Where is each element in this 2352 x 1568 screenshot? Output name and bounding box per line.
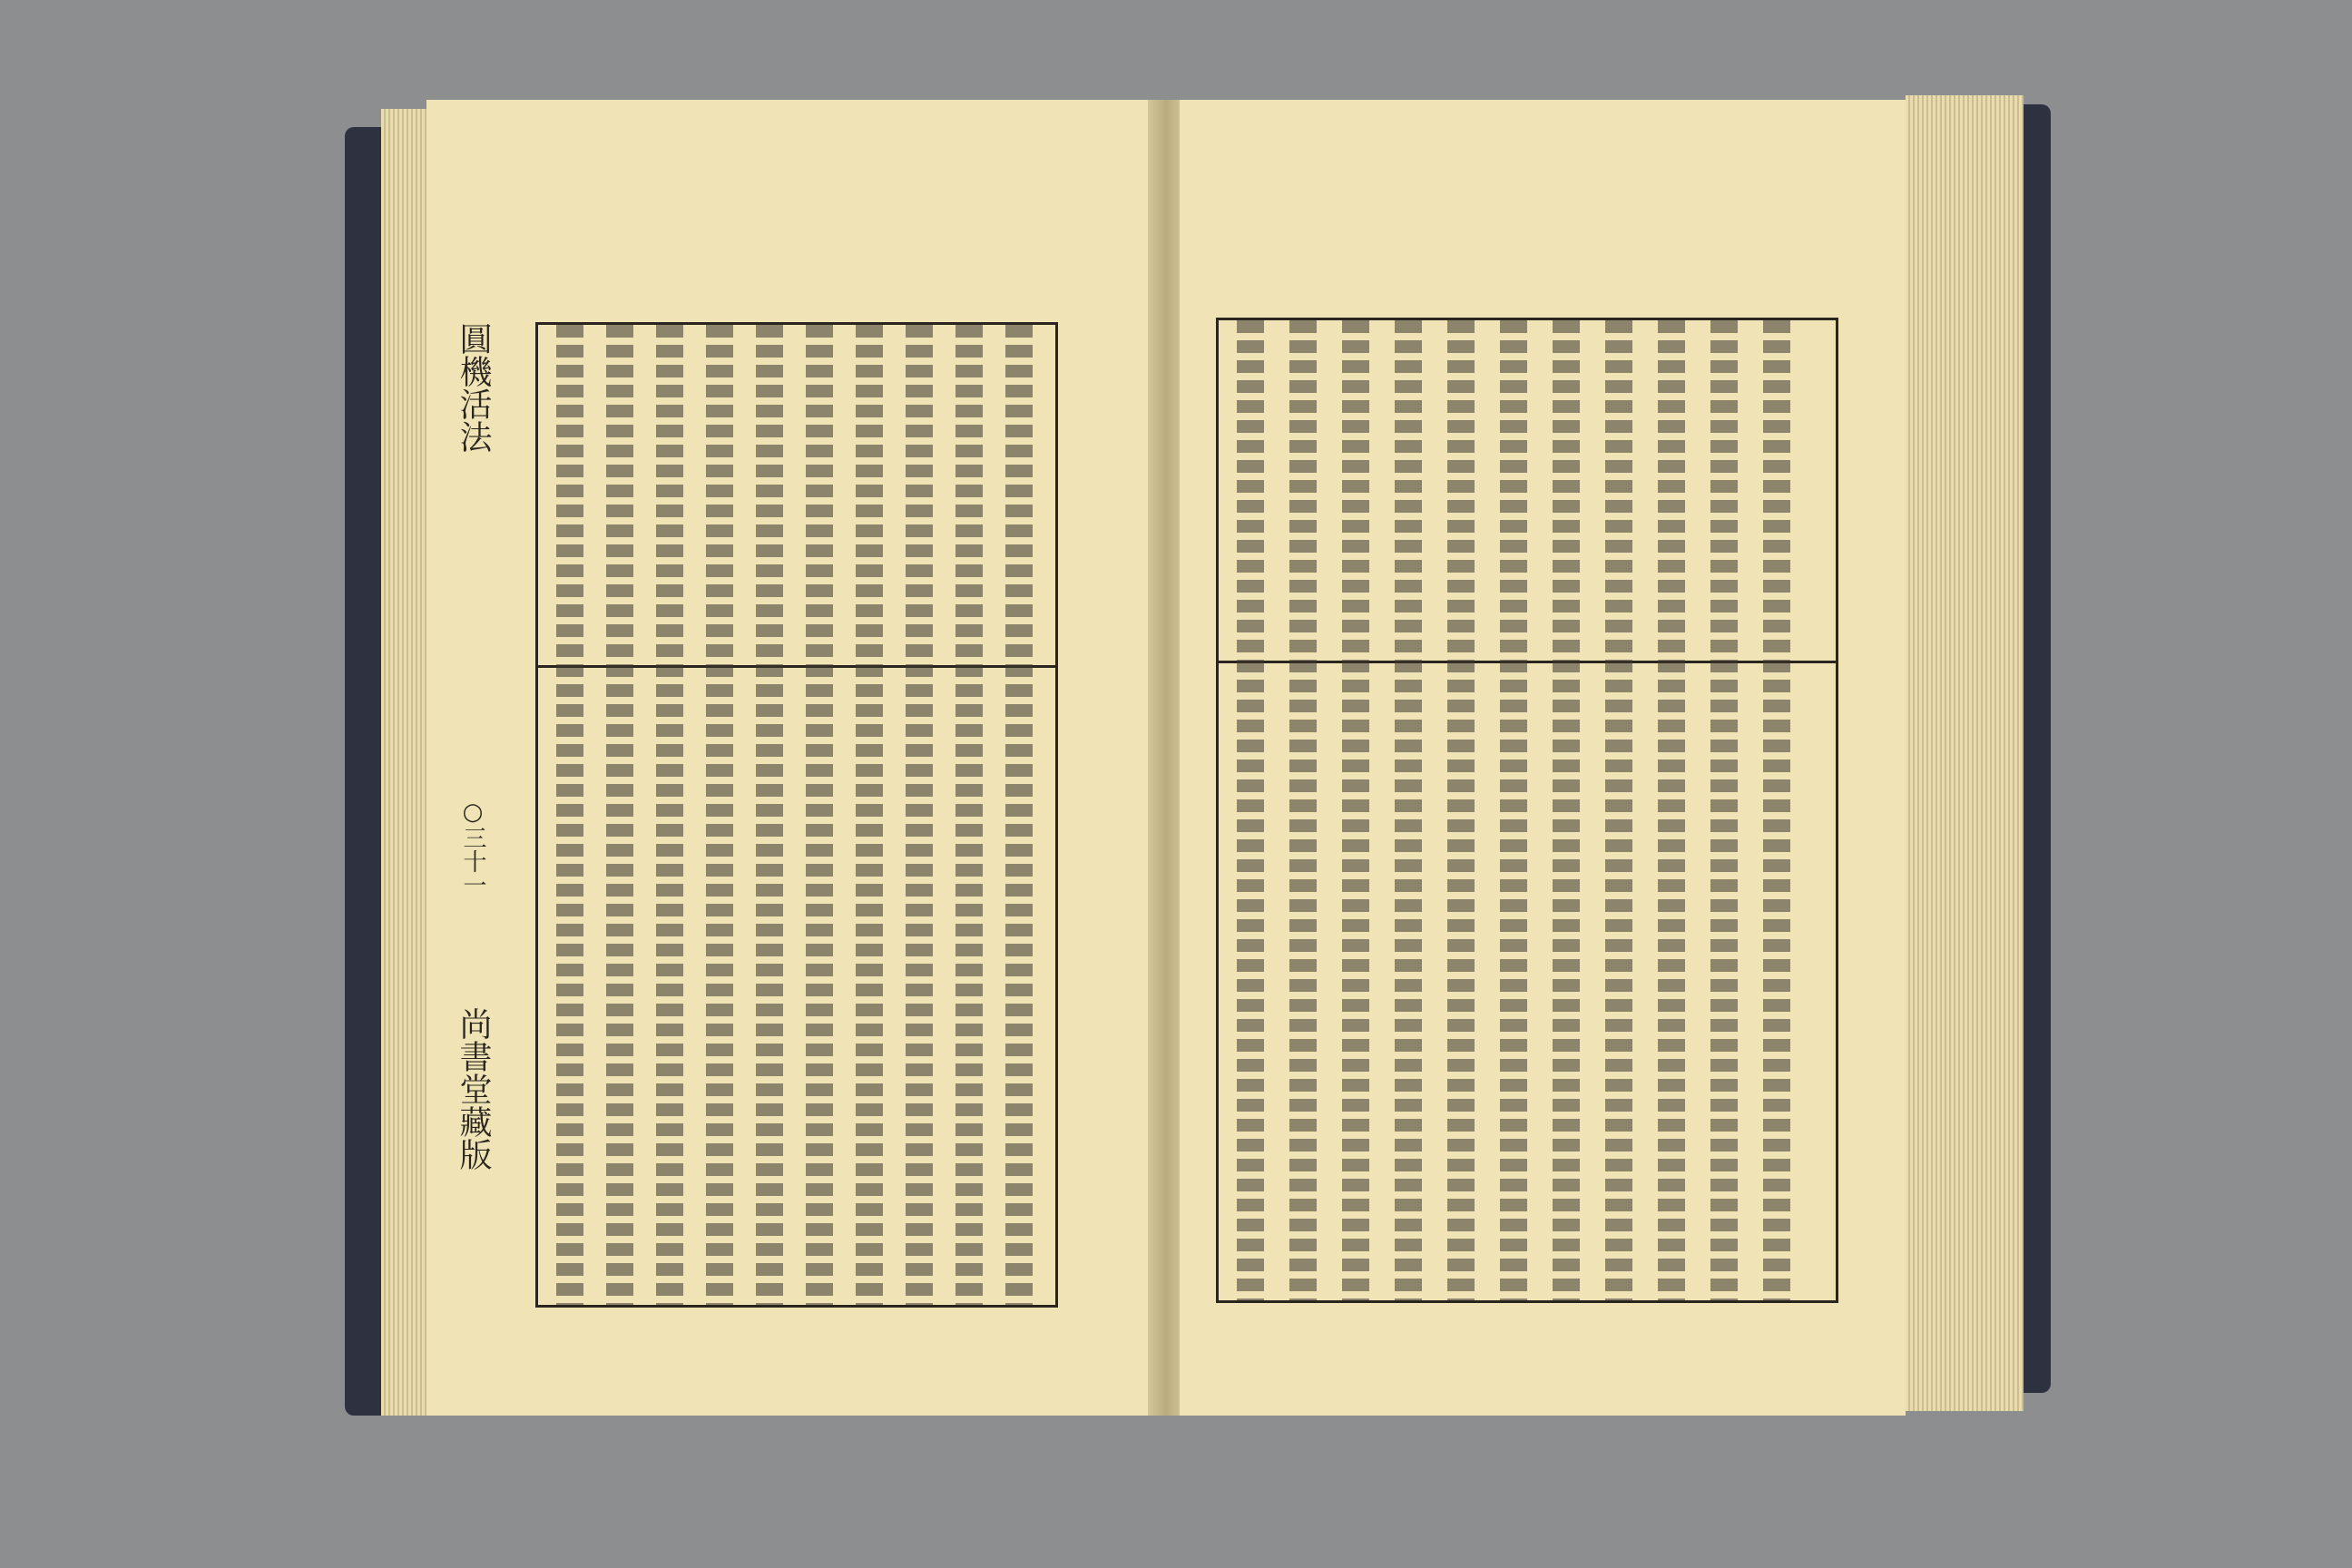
right-page xyxy=(1180,100,1906,1416)
page-number-column xyxy=(454,799,492,998)
left-text-frame xyxy=(535,322,1058,1308)
publisher-column xyxy=(454,1007,492,1298)
page-number: ○三十一 xyxy=(459,799,486,897)
right-text-frame xyxy=(1216,318,1838,1303)
margin-title: 圓機活法 xyxy=(455,322,492,453)
publisher-mark: 尚書堂藏版 xyxy=(455,1007,492,1171)
book-gutter xyxy=(1148,100,1184,1416)
page-edges-right xyxy=(1906,95,2024,1411)
open-book xyxy=(345,91,2051,1488)
left-page xyxy=(426,100,1152,1416)
